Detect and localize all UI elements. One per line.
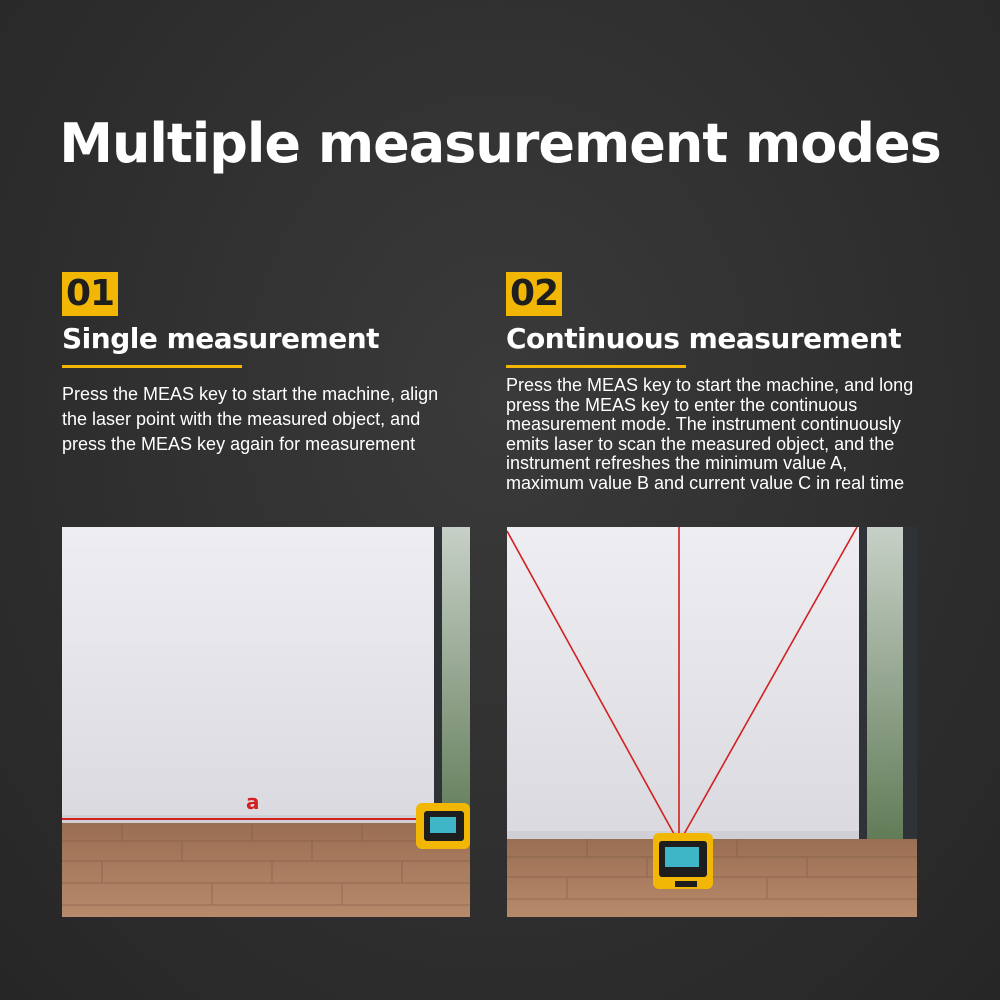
window-frame (434, 527, 442, 837)
room-scene (62, 527, 470, 917)
mode-number-badge: 02 (506, 272, 562, 316)
mode-section-continuous (506, 272, 926, 493)
mode-title: Continuous measurement (506, 322, 902, 355)
distance-label: a (246, 790, 260, 814)
page-title: Multiple measurement modes (59, 112, 941, 175)
accent-underline (62, 365, 242, 368)
mode-title: Single measurement (62, 322, 380, 355)
laser-measure-device-icon (416, 803, 470, 849)
wall (507, 527, 859, 841)
continuous-measurement-illustration (507, 527, 917, 917)
laser-measure-device-icon (653, 833, 713, 889)
window-frame (859, 527, 867, 853)
room-scene (507, 527, 917, 917)
window-frame (903, 527, 917, 857)
mode-description: Press the MEAS key to start the machine, and long press the MEAS key to enter the continuous measurement mode. The instrument continuously emits laser to scan the measured object, and the instrument refreshes the minimum value A, maximum value B and current value C in real time (506, 375, 914, 493)
mode-number-badge: 01 (62, 272, 118, 316)
mode-section-single (62, 272, 442, 457)
window-view (867, 527, 903, 847)
mode-description: Press the MEAS key to start the machine, align the laser point with the measured object, and press the MEAS key again for measurement (62, 384, 439, 454)
wall (62, 527, 434, 827)
window-view (442, 527, 470, 837)
accent-underline (506, 365, 686, 368)
wood-floor (62, 823, 470, 917)
single-measurement-illustration (62, 527, 470, 917)
